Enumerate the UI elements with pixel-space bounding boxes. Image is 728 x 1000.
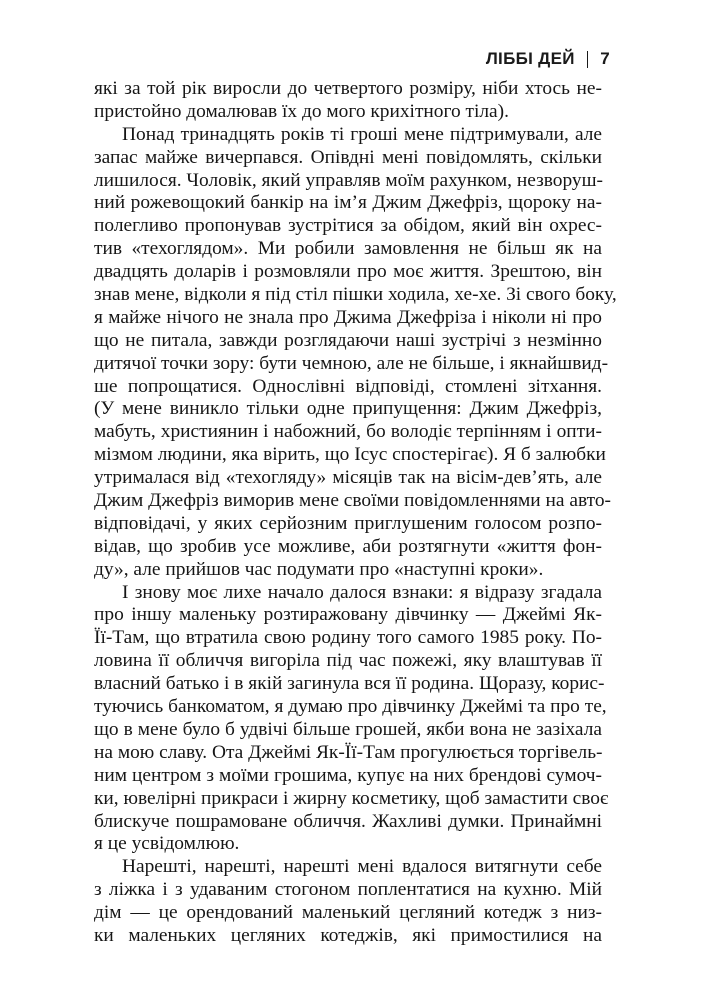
paragraph	[94, 123, 617, 582]
text-line: Її-Там, що втратила свою родину того самого 1985 року. По-	[94, 627, 602, 649]
text-line: запас майже вичерпався. Опівдні мені повідомлять, скільки	[94, 146, 602, 168]
text-line: з ліжка і з удаваним стогоном поплентатися на кухню. Мій	[94, 879, 602, 901]
text-line: ний рожевощокий банкір на ім’я Джим Джефріз, щороку на-	[94, 192, 602, 214]
text-line: дім — це орендований маленький цегляний котедж з низ-	[94, 902, 602, 924]
text-line: я це усвідомлюю.	[94, 833, 240, 855]
text-line: (У мене виникло тільки одне припущення: Джим Джефріз,	[94, 398, 602, 420]
text-line: ки, ювелірні прикраси і жирну косметику, щоб замастити своє	[94, 787, 609, 809]
text-line: я майже нічого не знала про Джима Джефріза і ніколи ні про	[94, 306, 602, 328]
text-line: ловина її обличчя вигоріла під час пожежі, яку влаштував її	[94, 650, 602, 672]
text-line: Нарешті, нарешті, нарешті мені вдалося витягнути себе	[122, 856, 602, 878]
paragraph	[94, 581, 609, 857]
text-line: відповідачі, у яких серйозним приглушеним голосом розпо-	[94, 512, 602, 534]
header-separator	[587, 51, 589, 68]
text-line: які за той рік виросли до четвертого розміру, ніби хтось не-	[94, 78, 602, 99]
body-text	[94, 78, 617, 948]
text-line: тив «техоглядом». Ми робили замовлення не більш як на	[94, 238, 602, 260]
text-line: лишилося. Чоловік, який управляв моїм рахунком, незворуш-	[94, 169, 603, 191]
paragraph	[94, 856, 602, 948]
text-line: власний батько і в якій загинула вся її родина. Щоразу, корис-	[94, 673, 605, 695]
running-header-author: ЛІББІ ДЕЙ	[485, 49, 575, 68]
page-number: 7	[600, 49, 610, 68]
text-line: ки маленьких цегляних котеджів, які примостилися на	[94, 924, 602, 946]
text-line: І знову моє лихе начало далося взнаки: я відразу згадала	[122, 581, 602, 603]
text-line: ду», але прийшов час подумати про «наступні кроки».	[94, 558, 544, 580]
text-line: дитячої точки зору: бути чемною, але не більше, і якнайшвид-	[94, 352, 609, 374]
text-line: мабуть, християнин і набожний, бо володіє терпінням і опти-	[94, 421, 602, 443]
text-line: пристойно домалював їх до мого крихітного тіла).	[94, 100, 509, 122]
text-line: Понад тринадцять років ті гроші мене підтримували, але	[122, 123, 602, 145]
text-line: про іншу маленьку розтиражовану дівчинку — Джеймі Як-	[94, 604, 602, 626]
text-line: знав мене, відколи я під стіл пішки ходила, хе-хе. Зі свого боку,	[94, 284, 617, 306]
text-line: утрималася від «техогляду» місяців так на вісім-дев’ять, але	[94, 467, 602, 489]
text-line: відав, що зробив усе можливе, аби розтягнути «життя фон-	[94, 535, 602, 557]
text-line: полегливо пропонував зустрітися за обідом, який він охрес-	[94, 215, 602, 237]
text-line: Джим Джефріз виморив мене своїми повідомленнями на авто-	[94, 490, 611, 512]
text-line: на мою славу. Ота Джеймі Як-Її-Там прогулюється торгівель-	[94, 741, 603, 763]
text-line: туючись банкоматом, я думаю про дівчинку Джеймі та про те,	[94, 696, 607, 718]
text-line: двадцять доларів і розмовляли про моє життя. Зрештою, він	[94, 261, 602, 283]
paragraph	[94, 78, 602, 124]
text-line: ним центром з моїми грошима, купує на них брендові сумоч-	[94, 764, 602, 786]
text-line: блискуче пошрамоване обличчя. Жахливі думки. Принаймні	[94, 810, 602, 832]
text-line: мізмом людини, яка вірить, що Ісус спостерігає). Я б залюбки	[94, 444, 606, 466]
text-line: ше попрощатися. Однослівні відповіді, стомлені зітхання.	[94, 375, 602, 397]
text-line: що не питала, завжди розглядаючи наші зустрічі з незмінно	[94, 329, 602, 351]
running-header	[486, 46, 610, 72]
text-line: що в мене було б удвічі більше грошей, якби вона не зазіхала	[94, 718, 602, 740]
